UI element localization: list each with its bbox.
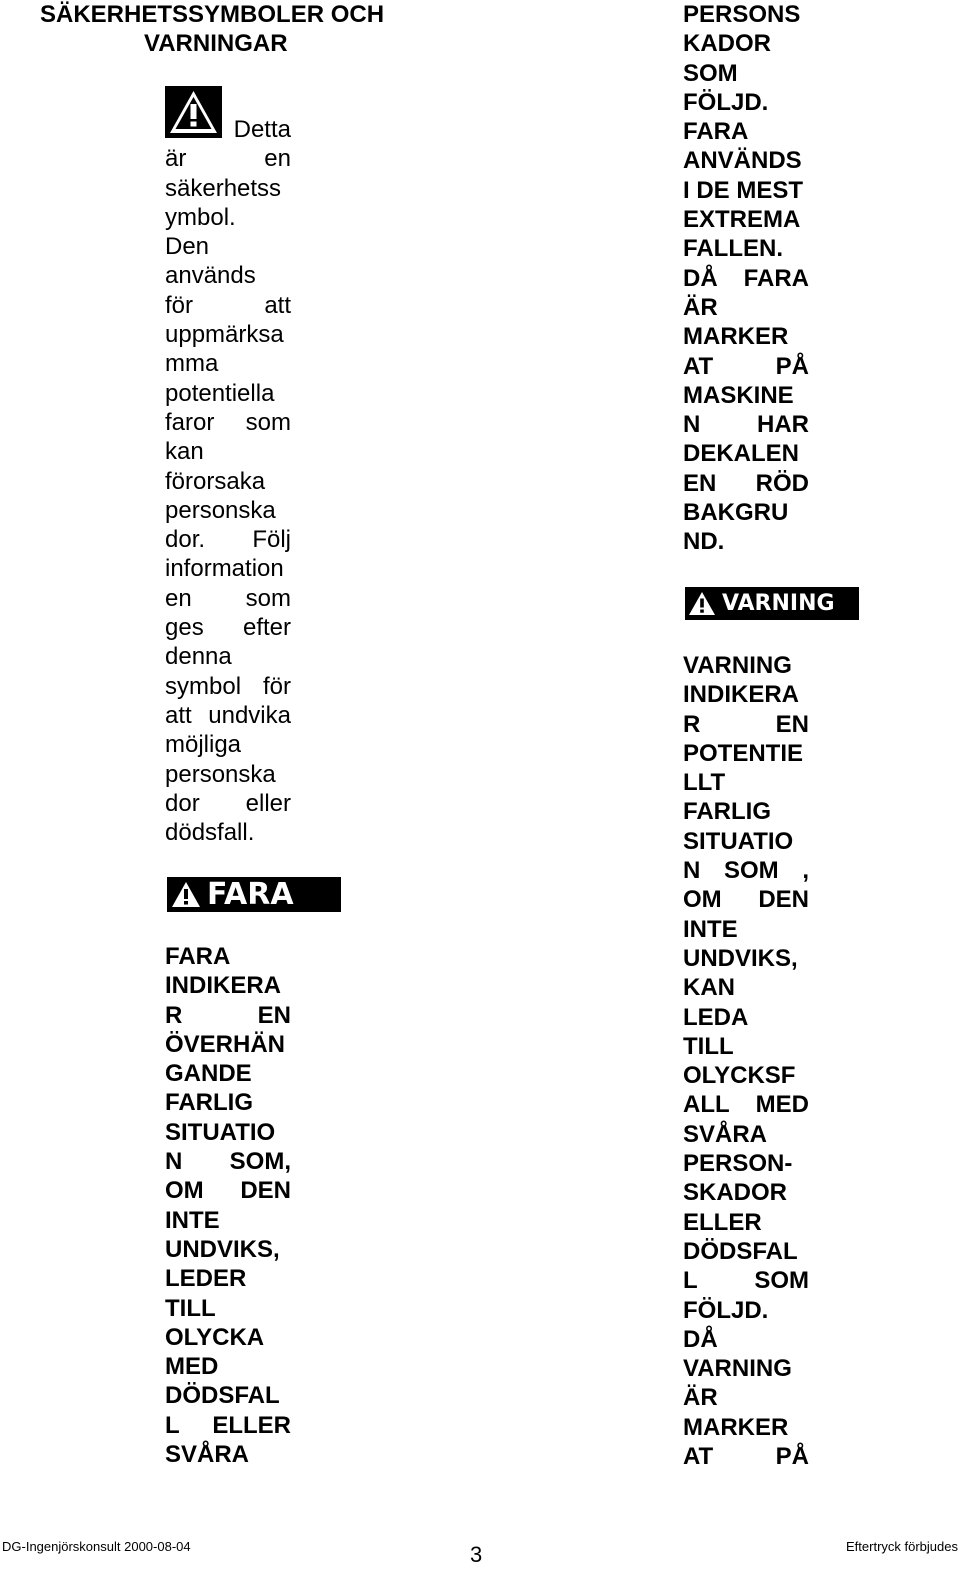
text-word: OLYCKSF xyxy=(683,1062,796,1090)
text-line xyxy=(165,261,291,290)
text-word: FÖLJD. xyxy=(683,88,769,116)
text-word: SOM xyxy=(683,59,738,87)
text-word: VARNING xyxy=(683,1355,792,1383)
text-line xyxy=(165,291,291,320)
text-word: FARLIG xyxy=(165,1089,253,1117)
text-word: AT xyxy=(683,1443,714,1471)
text-word: MARKER xyxy=(683,323,789,351)
text-line xyxy=(683,469,809,498)
text-line xyxy=(165,1323,291,1352)
text-line xyxy=(683,410,809,439)
text-line xyxy=(165,232,291,261)
text-line xyxy=(165,525,291,554)
text-word: N xyxy=(165,1148,183,1176)
varning-badge-label: VARNING xyxy=(722,591,835,616)
text-line xyxy=(165,1001,291,1030)
text-word: ÖVERHÄN xyxy=(165,1030,286,1058)
text-line xyxy=(683,322,809,351)
text-word: INTE xyxy=(165,1206,220,1234)
text-word: möjliga xyxy=(165,731,242,759)
fara-text-right xyxy=(683,0,809,557)
text-word: POTENTIE xyxy=(683,739,804,767)
text-word: potentiella xyxy=(165,379,275,407)
text-word: BAKGRU xyxy=(683,499,789,527)
text-line xyxy=(683,827,809,856)
text-line xyxy=(683,1237,809,1266)
text-line xyxy=(165,467,291,496)
text-line xyxy=(165,1352,291,1381)
text-word: PERSONS xyxy=(683,1,801,28)
text-word: PÅ xyxy=(775,1443,809,1471)
text-word: är xyxy=(165,145,187,173)
text-word: en xyxy=(165,584,192,612)
text-word: en xyxy=(264,145,291,173)
text-word: förorsaka xyxy=(165,467,266,495)
text-word: DEN xyxy=(240,1177,291,1205)
text-word: SOM xyxy=(754,1267,809,1295)
text-word: SVÅRA xyxy=(683,1120,768,1148)
text-line xyxy=(683,264,809,293)
text-word: LEDA xyxy=(683,1003,749,1031)
text-line xyxy=(165,730,291,759)
text-word: faror xyxy=(165,408,215,436)
text-line xyxy=(165,971,291,1000)
text-line xyxy=(683,1178,809,1207)
text-word: DÅ xyxy=(683,264,718,292)
varning-text xyxy=(683,651,809,1471)
text-line xyxy=(683,146,809,175)
text-line xyxy=(683,856,809,885)
text-line xyxy=(165,760,291,789)
heading-line-2: VARNINGAR xyxy=(144,30,288,57)
text-line xyxy=(683,885,809,914)
text-line xyxy=(165,203,291,232)
text-word: L xyxy=(165,1411,180,1439)
text-word: EN xyxy=(683,469,717,497)
text-word: INDIKERA xyxy=(683,681,800,709)
text-word: RÖD xyxy=(755,469,809,497)
text-word: DEN xyxy=(758,886,809,914)
text-line xyxy=(165,1294,291,1323)
text-word: som xyxy=(245,584,291,612)
text-word: MED xyxy=(755,1091,809,1119)
text-word: I DE MEST xyxy=(683,176,804,204)
text-line xyxy=(165,320,291,349)
text-word: KADOR xyxy=(683,30,771,58)
text-line xyxy=(683,1003,809,1032)
text-word: används xyxy=(165,262,256,290)
text-line xyxy=(683,1149,809,1178)
text-line xyxy=(683,739,809,768)
page-number: 3 xyxy=(470,1542,483,1567)
text-word: för xyxy=(262,672,291,700)
text-word: ÄR xyxy=(683,1384,718,1412)
text-word: R xyxy=(683,710,701,738)
text-line xyxy=(683,710,809,739)
text-word: dor xyxy=(165,789,200,817)
text-word: ND. xyxy=(683,528,725,556)
varning-warning-icon xyxy=(688,591,716,616)
text-word: N xyxy=(683,857,701,885)
text-word: SITUATIO xyxy=(683,827,794,855)
text-line xyxy=(165,1264,291,1293)
text-word: PÅ xyxy=(775,352,809,380)
text-word: DÖDSFAL xyxy=(165,1382,280,1410)
text-word: UNDVIKS, xyxy=(165,1235,280,1263)
text-word: R xyxy=(165,1001,183,1029)
text-word: INTE xyxy=(683,915,738,943)
text-word: FARLIG xyxy=(683,798,771,826)
text-word: ANVÄNDS xyxy=(683,147,802,175)
text-word: DÅ xyxy=(683,1325,718,1353)
text-word: FARA xyxy=(165,943,231,970)
text-word: att xyxy=(264,291,291,319)
text-line xyxy=(165,1440,291,1469)
text-line xyxy=(165,349,291,378)
text-word: OM xyxy=(165,1177,204,1205)
text-word: dödsfall. xyxy=(165,819,255,847)
text-line xyxy=(683,234,809,263)
text-line xyxy=(683,1413,809,1442)
text-word: ELLER xyxy=(212,1411,291,1439)
text-line xyxy=(165,1118,291,1147)
text-word: uppmärksa xyxy=(165,321,284,349)
text-line xyxy=(683,381,809,410)
text-word: för xyxy=(165,291,194,319)
text-word: GANDE xyxy=(165,1060,252,1088)
text-line xyxy=(165,701,291,730)
text-line xyxy=(683,29,809,58)
text-word: DÖDSFAL xyxy=(683,1237,798,1265)
text-word: SVÅRA xyxy=(165,1441,250,1469)
text-line xyxy=(165,942,291,971)
text-line xyxy=(165,1206,291,1235)
text-line xyxy=(165,584,291,613)
text-word: eller xyxy=(245,789,291,817)
text-word: Detta xyxy=(233,116,291,143)
text-line xyxy=(683,1354,809,1383)
text-word: OLYCKA xyxy=(165,1323,265,1351)
text-word: VARNING xyxy=(683,652,792,679)
varning-badge xyxy=(685,587,859,620)
text-line xyxy=(683,1061,809,1090)
text-word: som xyxy=(245,408,291,436)
text-word: ALL xyxy=(683,1091,730,1119)
text-word: dor. xyxy=(165,526,206,554)
fara-text-left xyxy=(165,942,291,1469)
text-line xyxy=(683,1296,809,1325)
text-word: UNDVIKS, xyxy=(683,944,798,972)
text-line xyxy=(683,1090,809,1119)
text-word: denna xyxy=(165,643,232,671)
text-line xyxy=(683,293,809,322)
text-word: symbol xyxy=(165,672,242,700)
text-word: FALLEN. xyxy=(683,235,783,263)
text-line xyxy=(683,117,809,146)
text-word: N xyxy=(683,411,701,439)
intro-text xyxy=(165,115,291,847)
fara-warning-icon xyxy=(171,881,201,908)
text-line xyxy=(165,115,291,144)
text-line xyxy=(683,1266,809,1295)
text-line xyxy=(165,818,291,847)
text-line xyxy=(165,1147,291,1176)
text-line xyxy=(683,1442,809,1471)
text-word: ges xyxy=(165,614,204,642)
text-word: L xyxy=(683,1267,698,1295)
footer-company: DG-Ingenjörskonsult 2000-08-04 xyxy=(2,1539,191,1554)
text-word: kan xyxy=(165,438,204,466)
text-line xyxy=(165,789,291,818)
text-word: LLT xyxy=(683,769,726,797)
text-word: personska xyxy=(165,760,276,788)
text-word: mma xyxy=(165,350,219,378)
fara-badge xyxy=(167,877,341,912)
text-line xyxy=(165,672,291,701)
page-heading xyxy=(40,0,384,58)
text-line xyxy=(683,498,809,527)
text-word: FÖLJD. xyxy=(683,1296,769,1324)
text-line xyxy=(683,88,809,117)
text-word: EXTREMA xyxy=(683,206,801,234)
text-word: KAN xyxy=(683,974,735,1002)
fara-badge-label: FARA xyxy=(207,877,294,912)
text-word: SOM xyxy=(724,857,779,885)
text-line xyxy=(683,1120,809,1149)
text-line xyxy=(683,205,809,234)
text-word: SKADOR xyxy=(683,1179,788,1207)
text-word: ymbol. xyxy=(165,203,236,231)
text-line xyxy=(683,0,809,29)
text-line xyxy=(165,642,291,671)
text-word: , xyxy=(802,857,809,885)
text-line xyxy=(165,408,291,437)
text-word: HAR xyxy=(757,411,809,439)
text-line xyxy=(683,439,809,468)
text-word: MASKINE xyxy=(683,381,794,409)
text-line xyxy=(683,59,809,88)
text-word: SITUATIO xyxy=(165,1118,276,1146)
text-line xyxy=(683,352,809,381)
text-word: SOM, xyxy=(229,1148,291,1176)
text-line xyxy=(165,1030,291,1059)
text-line xyxy=(683,1383,809,1412)
text-word: OM xyxy=(683,886,722,914)
text-line xyxy=(165,1235,291,1264)
text-line xyxy=(683,768,809,797)
text-line xyxy=(165,437,291,466)
heading-line-1: SÄKERHETSSYMBOLER OCH xyxy=(40,1,385,28)
text-word: Den xyxy=(165,233,210,261)
text-word: FARA xyxy=(683,118,749,146)
text-line xyxy=(165,1381,291,1410)
text-word: ELLER xyxy=(683,1208,762,1236)
text-word: Följ xyxy=(252,526,291,554)
text-line xyxy=(683,797,809,826)
text-word: säkerhetss xyxy=(165,174,282,202)
text-line xyxy=(165,1411,291,1440)
text-word: undvika xyxy=(208,701,291,729)
text-word: EN xyxy=(257,1001,291,1029)
text-word: TILL xyxy=(683,1032,734,1060)
text-line xyxy=(683,944,809,973)
text-line xyxy=(683,176,809,205)
text-word: DEKALEN xyxy=(683,440,800,468)
text-word: MARKER xyxy=(683,1413,789,1441)
text-line xyxy=(165,554,291,583)
text-line xyxy=(165,174,291,203)
text-word: PERSON- xyxy=(683,1150,793,1178)
text-word: INDIKERA xyxy=(165,972,282,1000)
text-line xyxy=(683,1032,809,1061)
text-line xyxy=(683,1325,809,1354)
text-word: TILL xyxy=(165,1294,216,1322)
text-line xyxy=(165,1176,291,1205)
text-line xyxy=(165,613,291,642)
text-line xyxy=(683,1208,809,1237)
text-line xyxy=(683,527,809,556)
text-word: efter xyxy=(242,614,291,642)
text-word: FARA xyxy=(743,264,809,292)
text-word: EN xyxy=(775,710,809,738)
text-line xyxy=(165,144,291,173)
text-word: ÄR xyxy=(683,293,718,321)
text-line xyxy=(683,680,809,709)
text-word: att xyxy=(165,701,192,729)
text-line xyxy=(165,1059,291,1088)
footer-copyright: Eftertryck förbjudes xyxy=(846,1539,958,1554)
text-word: LEDER xyxy=(165,1265,247,1293)
text-word: MED xyxy=(165,1353,219,1381)
text-line xyxy=(683,915,809,944)
text-word: information xyxy=(165,555,284,583)
text-line xyxy=(683,651,809,680)
text-line xyxy=(165,379,291,408)
text-word: AT xyxy=(683,352,714,380)
text-line xyxy=(165,1088,291,1117)
text-word: personska xyxy=(165,496,276,524)
text-line xyxy=(683,973,809,1002)
text-line xyxy=(165,496,291,525)
